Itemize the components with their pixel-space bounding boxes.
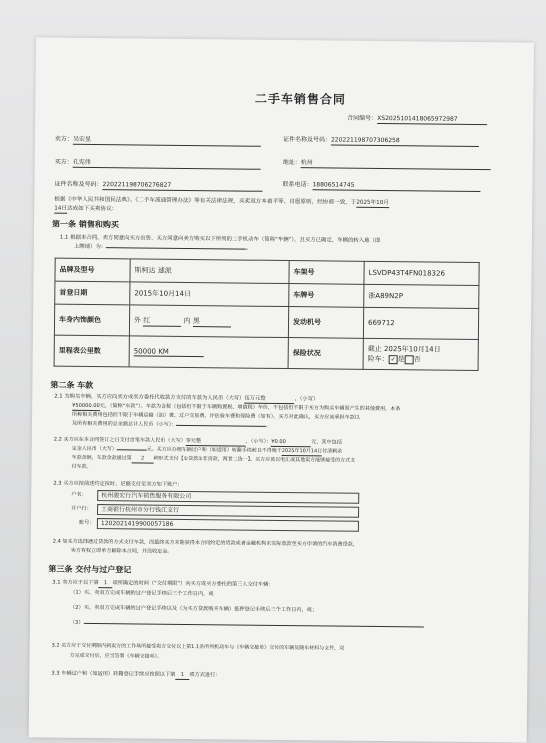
contract-title: 二手车销售合同 xyxy=(254,91,346,107)
account-name-value: 杭州骏宏行汽车销售服务有限公司 xyxy=(97,490,359,504)
table-row xyxy=(54,304,478,339)
seller-id: 证件名称及号码：220221198707306258 xyxy=(283,136,479,147)
mileage-value: 50000 KM xyxy=(129,336,288,369)
clause-2-1-line4: 及所有相关费用的总金额总计人民币（小写）： 。 xyxy=(71,420,272,429)
section2-heading: 第二条 车款 xyxy=(50,380,94,391)
checkbox-checked: ✓ xyxy=(390,355,396,363)
plate-label: 车牌号 xyxy=(289,284,364,308)
clause-2-3-line1: 2.3 买方应按前述约定按时、足额支付至卖方如下账户： xyxy=(53,480,183,488)
reg-date-label: 首登日期 xyxy=(55,281,130,305)
color-label: 车身内饰颜色 xyxy=(54,304,129,336)
vehicle-spec-table xyxy=(54,258,480,371)
vin-label: 车架号 xyxy=(289,261,364,285)
account-number-value: 1202021419900057186 xyxy=(97,518,359,532)
clause-2-1-line2: ¥50000.00元，（简称“车款”）。车款为含税（包括但不限于车辆购置税、增值税）车价，不包括但不限于买方为购买车辆而产生的其他费用，本条 xyxy=(72,402,401,413)
clause-1-1-line1: 1.1 根据本合同，卖方同意向买方出售、买方同意向卖方购买以下所列的二手机动车（简称“车辆”），且买方已确定，车辆的转入地（即 xyxy=(59,234,381,245)
clause-2-4-line2: 卖方有权立即单方解除本合同，并没收定金。 xyxy=(70,547,173,555)
clause-2-2-line2: 定金人民币（大写） 元。买方应办理车辆过户和（如适用）转籍手续前且不得晚于2025年10月14日付清剩余 xyxy=(71,445,343,455)
engine-value: 669712 xyxy=(363,307,478,339)
clause-3-2-line1: 3.2 买方应于交付期限内到卖方的工作场所接受卖方交付以上第1.1条所列机动车与《车辆交接单》交付的车辆及随车材料与文件，双 xyxy=(51,642,345,652)
vin-value: LSVDP43T4FN018326 xyxy=(364,261,479,285)
clause-3-1-option3: （3） xyxy=(70,619,424,631)
clause-3-1-option2: （2）买、卖双方完成车辆的过户登记手续以及（为买方贷款购买车辆）抵押登记手续后三个工作日内，或； xyxy=(70,604,318,614)
plate-value: 浙A89N2P xyxy=(364,284,479,308)
mileage-label: 里程表公里数 xyxy=(54,335,129,367)
table-row xyxy=(54,335,478,370)
bank-value: 工商银行杭州市分行钱江支行 xyxy=(97,504,359,518)
buyer-address: 地址：杭州 xyxy=(283,159,491,170)
reg-date-value: 2015年10月14日 xyxy=(130,282,289,307)
clause-2-2-line3: 车款余额，车款余款通过第 2 种形式支付【①贷款②非贷款，两者二选一】。买方应该以电汇或其他卖方能够接受的方式支 xyxy=(71,454,356,464)
bank-label: 开户行： xyxy=(71,505,92,513)
brand-label: 品牌及型号 xyxy=(55,258,130,282)
checkbox-empty xyxy=(405,355,414,364)
buyer-id: 证件名称及号码：220221198706276827 xyxy=(54,181,262,192)
clause-2-1-line1: 2.1 为购买车辆，买方应向卖方或卖方委托代收款方支付的车款为人民币（大写）伍万元整 ，（小写） xyxy=(54,393,319,403)
clause-2-2-line4: 付车款。 xyxy=(71,463,92,470)
brand-value: 斯柯达 速派 xyxy=(130,259,289,284)
engine-label: 发动机号 xyxy=(288,307,363,339)
clause-2-1-line3: 所称相关费用包括但不限于车辆运输（油）费、过户交易费、评估验车费和保险费（如有）。买方对此确认，买方应该承担车款以 xyxy=(72,411,360,421)
clause-2-4-line1: 2.4 如买方选择通过贷款的方式支付车款，而最终买方未能获得本合同约定的贷款或者金融机构未实际放款至买方申请的汽车消费贷款， xyxy=(52,538,358,548)
preamble-line2: 14日达成如下买卖协议： xyxy=(54,205,118,213)
section1-heading: 第一条 销售和购买 xyxy=(52,219,119,230)
clause-3-3-line1: 3.3 车辆过户和（如适用）转籍登记手续应按照以下第 1 项方式进行： xyxy=(51,670,221,679)
clause-1-1-line2: 上牌地）为： 。 xyxy=(73,243,252,252)
clause-3-1-option1: （1）买、卖双方完成车辆的过户登记手续后三个工作日内，或 xyxy=(70,589,214,598)
account-name-label: 户名： xyxy=(71,491,87,498)
contract-number: 合同编号：XS2025101418065972987 xyxy=(347,115,487,125)
buyer-phone: 联系电话：18806514745 xyxy=(282,181,480,192)
clause-3-2-line2: 方完成交付后，应当签署《车辆交接单》。 xyxy=(69,652,163,660)
clause-2-2-line1: 2.2 买方应在本合同签订之日支付首笔车款人民币（大写）零元整 ，（小写）：¥0.00 元，其中包括 xyxy=(53,436,342,446)
insurance-label: 保险状况 xyxy=(288,338,363,370)
account-number-label: 账号： xyxy=(78,519,95,527)
clause-3-1-line1: 3.1 卖方应于以下第 1 项所确定的时间（“交付期限”）向买方或买方委托的第三人交付车辆： xyxy=(52,579,274,588)
section3-heading: 第三条 交付与过户登记 xyxy=(48,564,132,575)
seller-name: 卖方：吴宏星 xyxy=(55,136,261,147)
color-value: 外 红 内 黑 xyxy=(129,305,288,338)
buyer-name: 买方：孔宪伟 xyxy=(55,159,261,170)
insurance-value: 截止 2025年10月14日 险车： ✓ 是 否 xyxy=(363,338,478,370)
preamble-line1: 根据《中华人民共和国民法典》、《二手车流通管理办法》等有关法律法规，买卖双方本着平等、自愿原则，经协商一致，于2025年10月 xyxy=(54,196,389,207)
contract-page xyxy=(29,37,534,742)
